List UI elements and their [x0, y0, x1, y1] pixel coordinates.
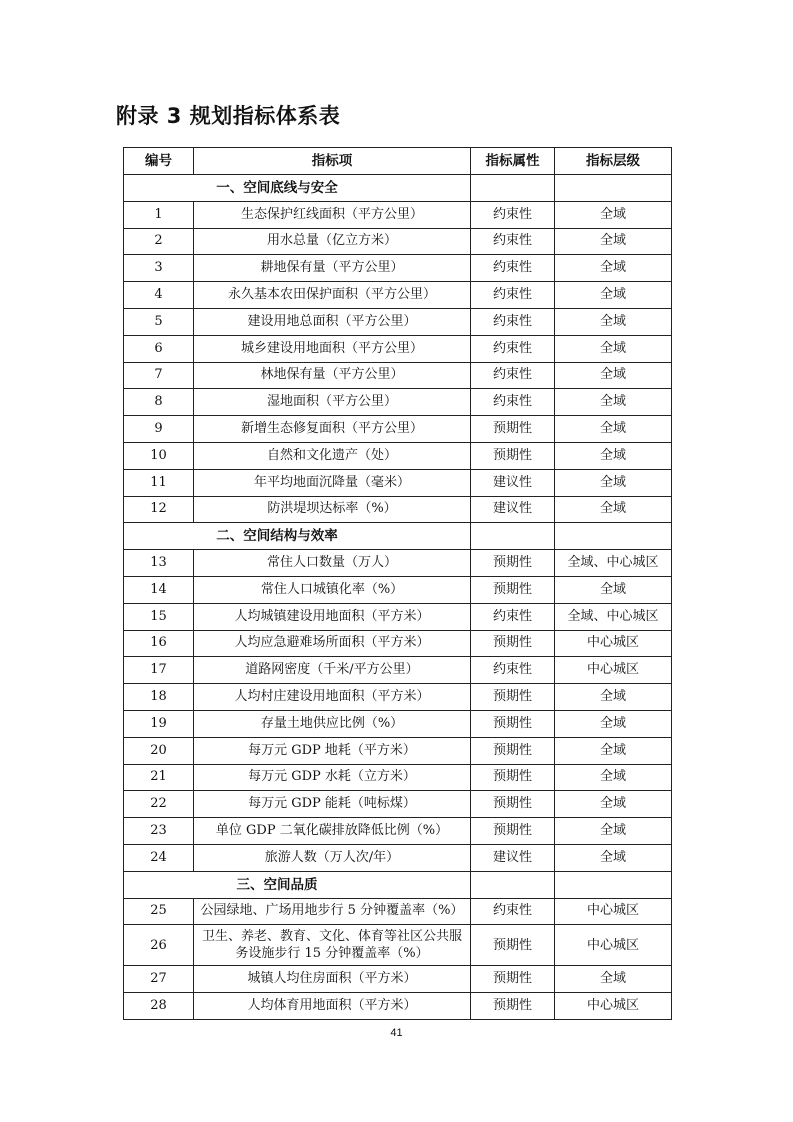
table-row [124, 684, 672, 711]
section-row [124, 175, 672, 202]
cell-attr: 建议性 [471, 496, 555, 523]
cell-item: 建设用地总面积（平方公里） [194, 308, 471, 335]
cell-item: 耕地保有量（平方公里） [194, 255, 471, 282]
cell-level: 全域、中心城区 [555, 603, 672, 630]
cell-item: 旅游人数（万人次/年） [194, 844, 471, 871]
cell-no: 13 [124, 550, 194, 577]
table-row [124, 282, 672, 309]
cell-level: 全域 [555, 442, 672, 469]
cell-item: 林地保有量（平方公里） [194, 362, 471, 389]
cell-attr: 预期性 [471, 550, 555, 577]
cell-item: 用水总量（亿立方米） [194, 228, 471, 255]
cell-item: 城镇人均住房面积（平方米） [194, 966, 471, 993]
cell-item: 每万元 GDP 能耗（吨标煤） [194, 791, 471, 818]
cell-level: 全域 [555, 844, 672, 871]
section-empty-cell [555, 871, 672, 898]
cell-item: 人均应急避难场所面积（平方米） [194, 630, 471, 657]
cell-level: 全域 [555, 362, 672, 389]
cell-attr: 约束性 [471, 898, 555, 925]
cell-no: 5 [124, 308, 194, 335]
section-label [124, 523, 471, 550]
cell-no: 12 [124, 496, 194, 523]
cell-item: 生态保护红线面积（平方公里） [194, 201, 471, 228]
cell-item: 人均村庄建设用地面积（平方米） [194, 684, 471, 711]
cell-level: 全域 [555, 764, 672, 791]
cell-no: 1 [124, 201, 194, 228]
table-row [124, 201, 672, 228]
cell-attr: 预期性 [471, 925, 555, 966]
section-label-text: 一、空间底线与安全 [216, 179, 338, 196]
cell-attr: 预期性 [471, 576, 555, 603]
cell-level: 全域 [555, 416, 672, 443]
header-no: 编号 [124, 148, 194, 175]
cell-attr: 建议性 [471, 469, 555, 496]
table-row [124, 993, 672, 1020]
cell-attr: 约束性 [471, 362, 555, 389]
section-empty-cell [555, 523, 672, 550]
cell-no: 28 [124, 993, 194, 1020]
cell-attr: 约束性 [471, 228, 555, 255]
cell-item: 道路网密度（千米/平方公里） [194, 657, 471, 684]
section-empty-cell [471, 175, 555, 202]
section-label [124, 871, 471, 898]
table-row [124, 576, 672, 603]
table-row [124, 416, 672, 443]
table-row [124, 362, 672, 389]
section-row [124, 871, 672, 898]
cell-no: 2 [124, 228, 194, 255]
section-row [124, 523, 672, 550]
cell-no: 24 [124, 844, 194, 871]
section-empty-cell [555, 175, 672, 202]
cell-attr: 预期性 [471, 737, 555, 764]
cell-no: 3 [124, 255, 194, 282]
cell-attr: 建议性 [471, 844, 555, 871]
table-row [124, 603, 672, 630]
cell-item: 永久基本农田保护面积（平方公里） [194, 282, 471, 309]
table-row [124, 308, 672, 335]
cell-item: 湿地面积（平方公里） [194, 389, 471, 416]
cell-level: 全域 [555, 576, 672, 603]
cell-item: 公园绿地、广场用地步行 5 分钟覆盖率（%） [194, 898, 471, 925]
cell-attr: 约束性 [471, 603, 555, 630]
table-row [124, 657, 672, 684]
table-row [124, 710, 672, 737]
table-row [124, 630, 672, 657]
cell-no: 15 [124, 603, 194, 630]
cell-level: 中心城区 [555, 898, 672, 925]
cell-item: 人均体育用地面积（平方米） [194, 993, 471, 1020]
cell-level: 全域 [555, 335, 672, 362]
cell-level: 全域 [555, 228, 672, 255]
cell-item: 新增生态修复面积（平方公里） [194, 416, 471, 443]
table-row [124, 764, 672, 791]
table-row [124, 844, 672, 871]
table-row [124, 335, 672, 362]
header-attr: 指标属性 [471, 148, 555, 175]
cell-no: 19 [124, 710, 194, 737]
cell-attr: 预期性 [471, 710, 555, 737]
cell-level: 全域 [555, 737, 672, 764]
cell-attr: 预期性 [471, 966, 555, 993]
table-row [124, 737, 672, 764]
cell-no: 22 [124, 791, 194, 818]
cell-level: 全域 [555, 255, 672, 282]
cell-attr: 预期性 [471, 416, 555, 443]
cell-level: 全域 [555, 818, 672, 845]
cell-item: 常住人口数量（万人） [194, 550, 471, 577]
cell-no: 8 [124, 389, 194, 416]
cell-no: 9 [124, 416, 194, 443]
table-row [124, 550, 672, 577]
cell-attr: 预期性 [471, 791, 555, 818]
section-label [124, 175, 471, 202]
cell-no: 4 [124, 282, 194, 309]
table-row [124, 228, 672, 255]
cell-attr: 预期性 [471, 818, 555, 845]
cell-attr: 约束性 [471, 335, 555, 362]
cell-no: 11 [124, 469, 194, 496]
cell-item: 卫生、养老、教育、文化、体育等社区公共服务设施步行 15 分钟覆盖率（%） [194, 925, 471, 966]
page-number: 41 [390, 1027, 403, 1039]
header-level: 指标层级 [555, 148, 672, 175]
cell-item: 常住人口城镇化率（%） [194, 576, 471, 603]
table-row [124, 966, 672, 993]
section-empty-cell [471, 871, 555, 898]
cell-level: 全域 [555, 684, 672, 711]
cell-no: 26 [124, 925, 194, 966]
cell-level: 全域 [555, 496, 672, 523]
cell-attr: 约束性 [471, 255, 555, 282]
cell-no: 27 [124, 966, 194, 993]
cell-no: 20 [124, 737, 194, 764]
cell-level: 中心城区 [555, 630, 672, 657]
cell-attr: 预期性 [471, 764, 555, 791]
cell-level: 全域 [555, 469, 672, 496]
cell-attr: 约束性 [471, 657, 555, 684]
cell-level: 全域 [555, 389, 672, 416]
table-row [124, 496, 672, 523]
cell-attr: 约束性 [471, 282, 555, 309]
table-row [124, 925, 672, 966]
section-label-text: 二、空间结构与效率 [216, 528, 338, 545]
cell-item: 每万元 GDP 地耗（平方米） [194, 737, 471, 764]
cell-level: 全域 [555, 966, 672, 993]
cell-no: 25 [124, 898, 194, 925]
table-row [124, 818, 672, 845]
cell-attr: 预期性 [471, 993, 555, 1020]
section-empty-cell [471, 523, 555, 550]
cell-attr: 预期性 [471, 442, 555, 469]
table-row [124, 898, 672, 925]
cell-no: 23 [124, 818, 194, 845]
cell-no: 17 [124, 657, 194, 684]
cell-item: 存量土地供应比例（%） [194, 710, 471, 737]
page-title: 附录 3 规划指标体系表 [116, 104, 341, 128]
cell-item: 自然和文化遗产（处） [194, 442, 471, 469]
cell-level: 中心城区 [555, 993, 672, 1020]
cell-no: 16 [124, 630, 194, 657]
cell-no: 21 [124, 764, 194, 791]
table-row [124, 469, 672, 496]
cell-level: 全域 [555, 308, 672, 335]
cell-level: 中心城区 [555, 925, 672, 966]
cell-attr: 约束性 [471, 308, 555, 335]
cell-attr: 预期性 [471, 684, 555, 711]
indicator-table [123, 147, 672, 1020]
cell-level: 全域 [555, 282, 672, 309]
cell-attr: 约束性 [471, 201, 555, 228]
cell-level: 全域、中心城区 [555, 550, 672, 577]
table-row [124, 791, 672, 818]
cell-no: 18 [124, 684, 194, 711]
cell-item: 每万元 GDP 水耗（立方米） [194, 764, 471, 791]
header-item: 指标项 [194, 148, 471, 175]
cell-no: 6 [124, 335, 194, 362]
cell-attr: 约束性 [471, 389, 555, 416]
cell-attr: 预期性 [471, 630, 555, 657]
table-row [124, 442, 672, 469]
cell-no: 7 [124, 362, 194, 389]
cell-no: 10 [124, 442, 194, 469]
cell-level: 全域 [555, 791, 672, 818]
cell-item: 防洪堤坝达标率（%） [194, 496, 471, 523]
cell-level: 中心城区 [555, 657, 672, 684]
table-row [124, 389, 672, 416]
cell-item: 单位 GDP 二氧化碳排放降低比例（%） [194, 818, 471, 845]
table-body [124, 175, 672, 1020]
cell-no: 14 [124, 576, 194, 603]
cell-level: 全域 [555, 710, 672, 737]
table-row [124, 255, 672, 282]
section-label-text: 三、空间品质 [236, 876, 318, 893]
cell-item: 年平均地面沉降量（毫米） [194, 469, 471, 496]
cell-level: 全域 [555, 201, 672, 228]
table-header-row [124, 148, 672, 175]
cell-item: 城乡建设用地面积（平方公里） [194, 335, 471, 362]
cell-item: 人均城镇建设用地面积（平方米） [194, 603, 471, 630]
